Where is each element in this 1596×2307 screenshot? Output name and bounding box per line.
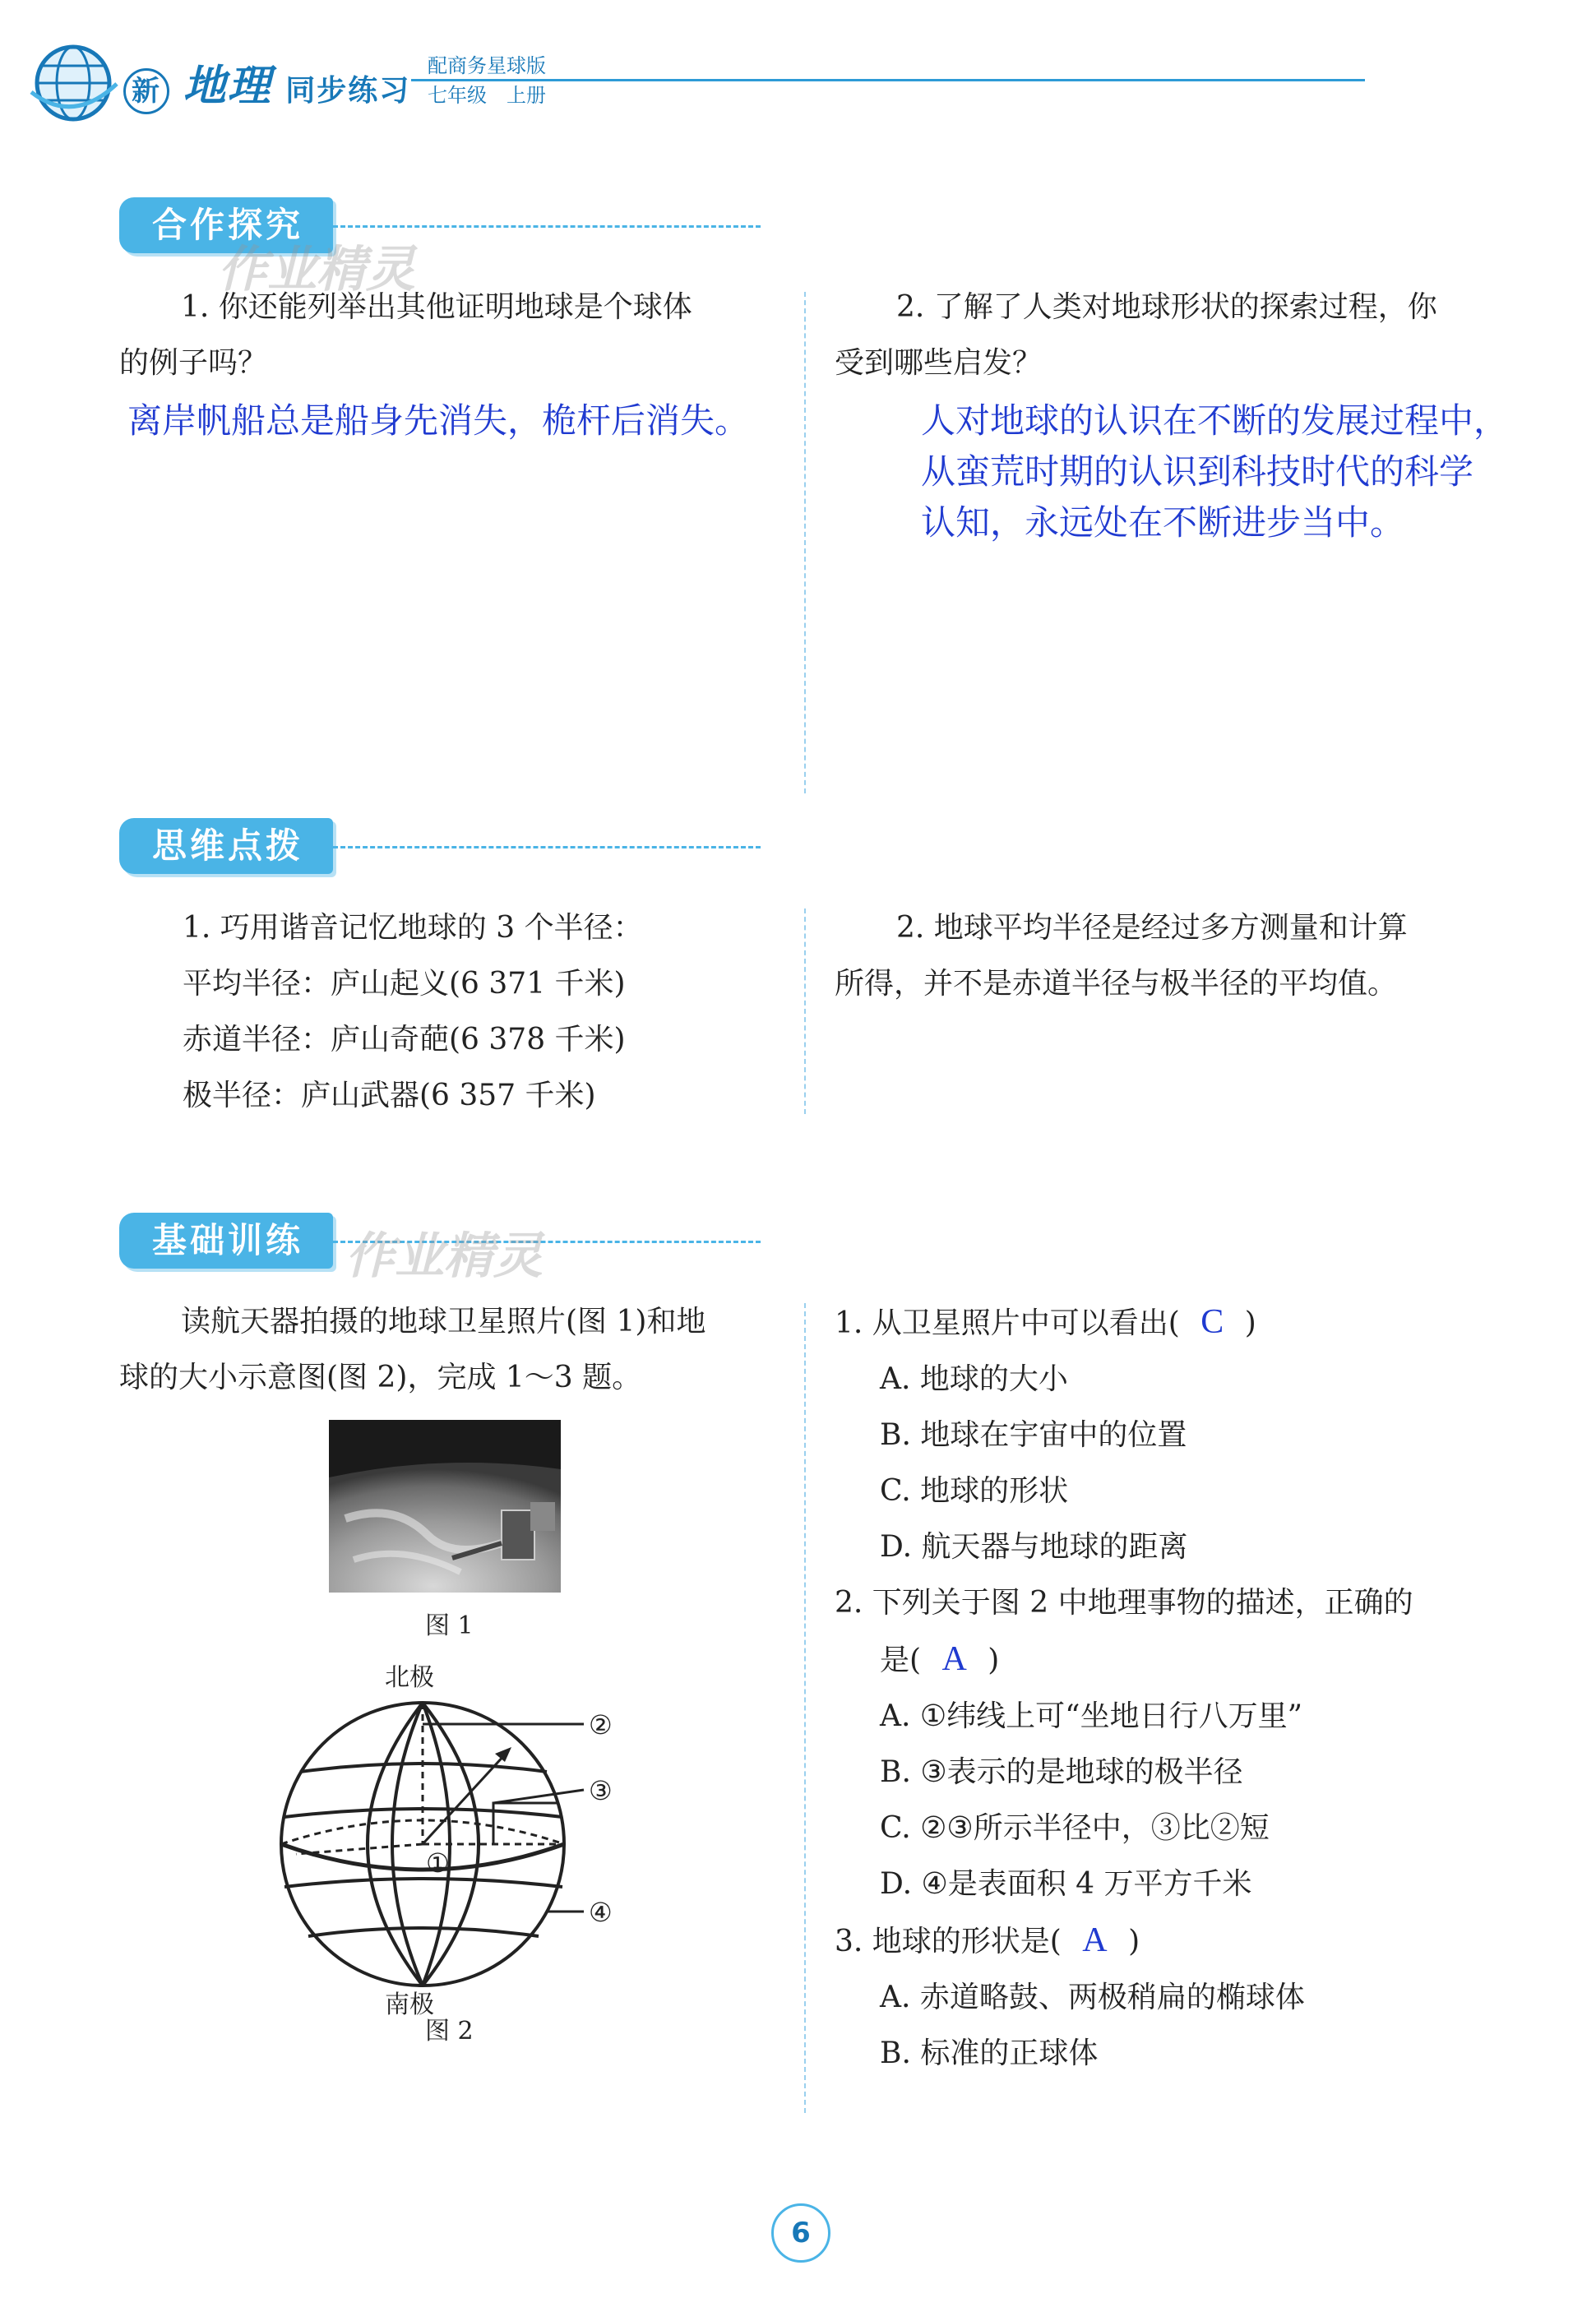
watermark: 作业精灵 bbox=[218, 241, 415, 298]
answer-line: 人对地球的认识在不断的发展过程中， bbox=[921, 401, 1509, 440]
note-line: 所得，并不是赤道半径与极半径的平均值。 bbox=[835, 967, 1398, 1001]
north-pole-label: 北极 bbox=[385, 1663, 434, 1692]
banner-dashed-line bbox=[333, 225, 761, 228]
option-item: A. ①纬线上可“坐地日行八万里” bbox=[880, 1699, 1302, 1733]
answer-1: 离岸帆船总是船身先消失，桅杆后消失。 bbox=[127, 401, 750, 440]
title-main: 地理 bbox=[183, 62, 272, 111]
question-line: 1. 你还能列举出其他证明地球是个球体 bbox=[181, 290, 692, 324]
tip-line: 平均半径：庐山起义(6 371 千米) bbox=[183, 967, 626, 1001]
option-item: B. 标准的正球体 bbox=[880, 2037, 1099, 2070]
option-item: A. 赤道略鼓、两极稍扁的椭球体 bbox=[880, 1981, 1305, 2014]
memory-tips bbox=[183, 900, 791, 1124]
satellite-photo bbox=[329, 1420, 561, 1593]
label-2: ② bbox=[589, 1709, 613, 1741]
section-banner-cooperation bbox=[119, 197, 761, 253]
question-2 bbox=[835, 280, 1517, 391]
question-2-stem-cont bbox=[835, 1631, 1550, 1689]
column-divider bbox=[804, 1303, 806, 2113]
answer-2 bbox=[921, 395, 1508, 548]
banner-dashed-line bbox=[333, 846, 761, 848]
label-1: ① bbox=[426, 1847, 450, 1879]
option-item: A. 地球的大小 bbox=[880, 1362, 1068, 1396]
stem-close: ) bbox=[988, 1644, 1000, 1677]
question-2-stem: 2. 下列关于图 2 中地理事物的描述，正确的 bbox=[835, 1586, 1413, 1620]
questions bbox=[835, 1294, 1550, 2082]
globe-logo-icon bbox=[25, 35, 122, 132]
section-title: 思维点拨 bbox=[119, 818, 333, 874]
answer-choice: A bbox=[1082, 1921, 1108, 1959]
radius-note bbox=[835, 900, 1534, 1012]
option-item: C. 地球的形状 bbox=[880, 1474, 1069, 1508]
reading-intro bbox=[119, 1294, 802, 1406]
section-title: 基础训练 bbox=[119, 1213, 333, 1269]
watermark: 作业精灵 bbox=[345, 1227, 543, 1285]
tip-line: 赤道半径：庐山奇葩(6 378 千米) bbox=[183, 1023, 626, 1056]
section-banner-thinking bbox=[119, 818, 761, 874]
page-number: 6 bbox=[771, 2203, 830, 2263]
figure-1-caption: 图 1 bbox=[425, 1611, 474, 1640]
answer-line: 从蛮荒时期的认识到科技时代的科学 bbox=[921, 452, 1474, 491]
column-divider bbox=[804, 908, 806, 1114]
question-line: 受到哪些启发？ bbox=[835, 346, 1043, 380]
note-line: 2. 地球平均半径是经过多方测量和计算 bbox=[896, 911, 1408, 945]
question-line: 的例子吗？ bbox=[119, 346, 268, 380]
stem-text: 1. 从卫星照片中可以看出( bbox=[835, 1306, 1180, 1340]
intro-line: 球的大小示意图(图 2)，完成 1～3 题。 bbox=[119, 1361, 642, 1394]
earth-size-diagram bbox=[263, 1657, 641, 2018]
option-item: C. ②③所示半径中，③比②短 bbox=[880, 1811, 1270, 1845]
question-3-stem bbox=[835, 1912, 1550, 1970]
section-title: 合作探究 bbox=[119, 197, 333, 253]
header-divider bbox=[411, 79, 1365, 81]
label-3: ③ bbox=[589, 1775, 613, 1806]
column-divider bbox=[804, 292, 806, 793]
title-sub: 同步练习 bbox=[285, 74, 411, 108]
question-1 bbox=[119, 280, 802, 391]
option-item: B. 地球在宇宙中的位置 bbox=[880, 1418, 1187, 1452]
option-item: D. 航天器与地球的距离 bbox=[880, 1530, 1188, 1564]
stem-close: ) bbox=[1244, 1306, 1256, 1340]
book-title bbox=[123, 51, 410, 114]
question-line: 2. 了解了人类对地球形状的探索过程，你 bbox=[896, 290, 1437, 324]
logo-character: 新 bbox=[123, 68, 169, 114]
south-pole-label: 南极 bbox=[385, 1990, 434, 2019]
question-1-stem bbox=[835, 1294, 1550, 1352]
stem-text: 是( bbox=[880, 1644, 922, 1677]
figure-2-caption: 图 2 bbox=[425, 2017, 474, 2046]
stem-text: 3. 地球的形状是( bbox=[835, 1925, 1062, 1958]
grade-label: 七年级 上册 bbox=[428, 84, 546, 107]
answer-choice: A bbox=[941, 1640, 967, 1678]
edition-label: 配商务星球版 bbox=[428, 54, 546, 77]
answer-choice: C bbox=[1200, 1303, 1224, 1341]
intro-line: 读航天器拍摄的地球卫星照片(图 1)和地 bbox=[181, 1305, 706, 1338]
tip-line: 极半径：庐山武器(6 357 千米) bbox=[183, 1079, 596, 1112]
stem-close: ) bbox=[1128, 1925, 1140, 1958]
answer-line: 认知，永远处在不断进步当中。 bbox=[921, 503, 1405, 542]
tip-line: 1. 巧用谐音记忆地球的 3 个半径： bbox=[183, 911, 643, 945]
label-4: ④ bbox=[589, 1897, 613, 1928]
option-item: B. ③表示的是地球的极半径 bbox=[880, 1755, 1243, 1789]
option-item: D. ④是表面积 4 万平方千米 bbox=[880, 1867, 1252, 1901]
